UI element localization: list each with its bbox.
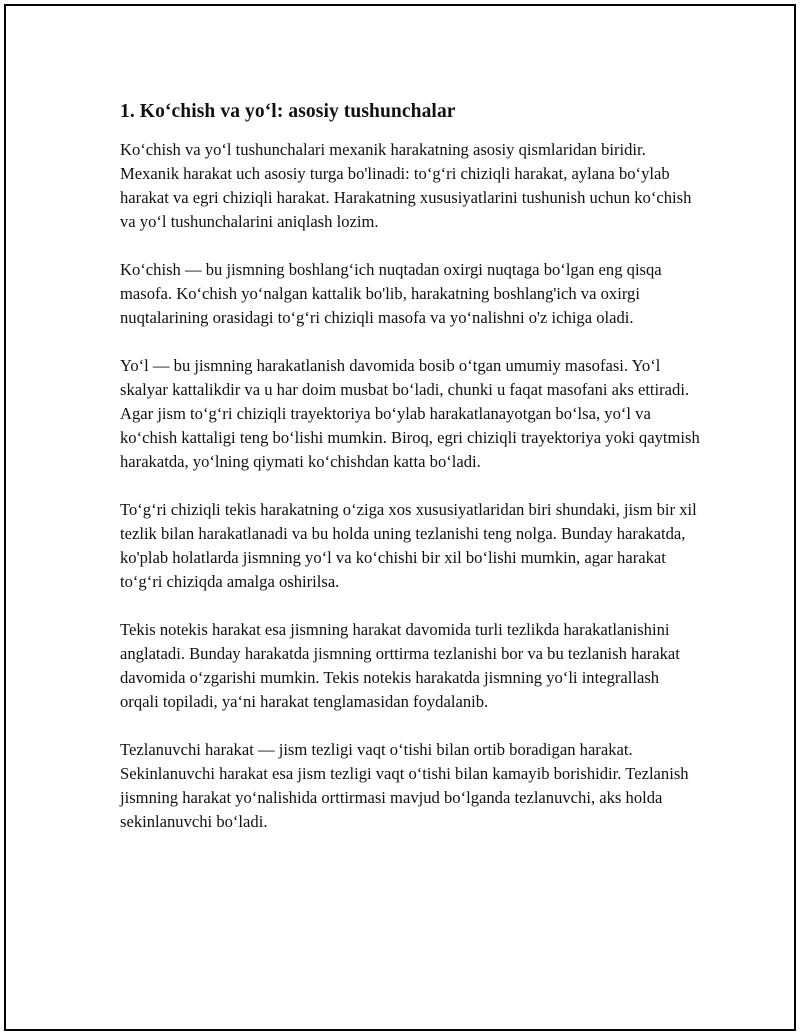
paragraph-3: Yo‘l — bu jismning harakatlanish davomida bosib o‘tgan umumiy masofasi. Yo‘l skalyar kattalikdir va u har doim musbat bo‘ladi, chunki u faqat masofani aks ettiradi. Agar jism to‘g‘ri chiziqli trayektoriya bo‘ylab harakatlanayotgan bo‘lsa, yo‘l va ko‘chish kattaligi teng bo‘lishi mumkin. Biroq, egri chiziqli trayektoriya yoki qaytmish harakatda, yo‘lning qiymati ko‘chishdan katta bo‘ladi. bbox=[120, 356, 700, 471]
section-heading: 1. Ko‘chish va yo‘l: asosiy tushunchalar bbox=[120, 101, 456, 122]
paragraph-5: Tekis notekis harakat esa jismning harakat davomida turli tezlikda harakatlanishini anglatadi. Bunday harakatda jismning orttirma tezlanishi bor va bu tezlanish harakat davomida o‘zgarishi mumkin. Tekis notekis harakatda jismning yo‘li integrallash orqali topiladi, ya‘ni harakat tenglamasidan foydalanib. bbox=[120, 620, 680, 711]
paragraph-6: Tezlanuvchi harakat — jism tezligi vaqt o‘tishi bilan ortib boradigan harakat. Sekinlanuvchi harakat esa jism tezligi vaqt o‘tishi bilan kamayib borishidir. Tezlanish jismning harakat yo‘nalishida orttirmasi mavjud bo‘lganda tezlanuvchi, aks holda sekinlanuvchi bo‘ladi. bbox=[120, 740, 689, 831]
document-content bbox=[120, 98, 700, 858]
paragraph-1: Ko‘chish va yo‘l tushunchalari mexanik harakatning asosiy qismlaridan biridir. Mexanik harakat uch asosiy turga bo'linadi: to‘g‘ri chiziqli harakat, aylana bo‘ylab harakat va egri chiziqli harakat. Harakatning xususiyatlarini tushunish uchun ko‘chish va yo‘l tushunchalarini aniqlash lozim. bbox=[120, 140, 692, 231]
paragraph-2: Ko‘chish — bu jismning boshlang‘ich nuqtadan oxirgi nuqtaga bo‘lgan eng qisqa masofa. Ko‘chish yo‘nalgan kattalik bo'lib, harakatning boshlang'ich va oxirgi nuqtalarining orasidagi to‘g‘ri chiziqli masofa va yo‘nalishni o'z ichiga oladi. bbox=[120, 260, 662, 327]
paragraph-4: To‘g‘ri chiziqli tekis harakatning o‘ziga xos xususiyatlaridan biri shundaki, jism bir xil tezlik bilan harakatlanadi va bu holda uning tezlanishi teng nolga. Bunday harakatda, ko'plab holatlarda jismning yo‘l va ko‘chishi bir xil bo‘lishi mumkin, agar harakat to‘g‘ri chiziqda amalga oshirilsa. bbox=[120, 500, 697, 591]
document-page bbox=[4, 4, 796, 1031]
